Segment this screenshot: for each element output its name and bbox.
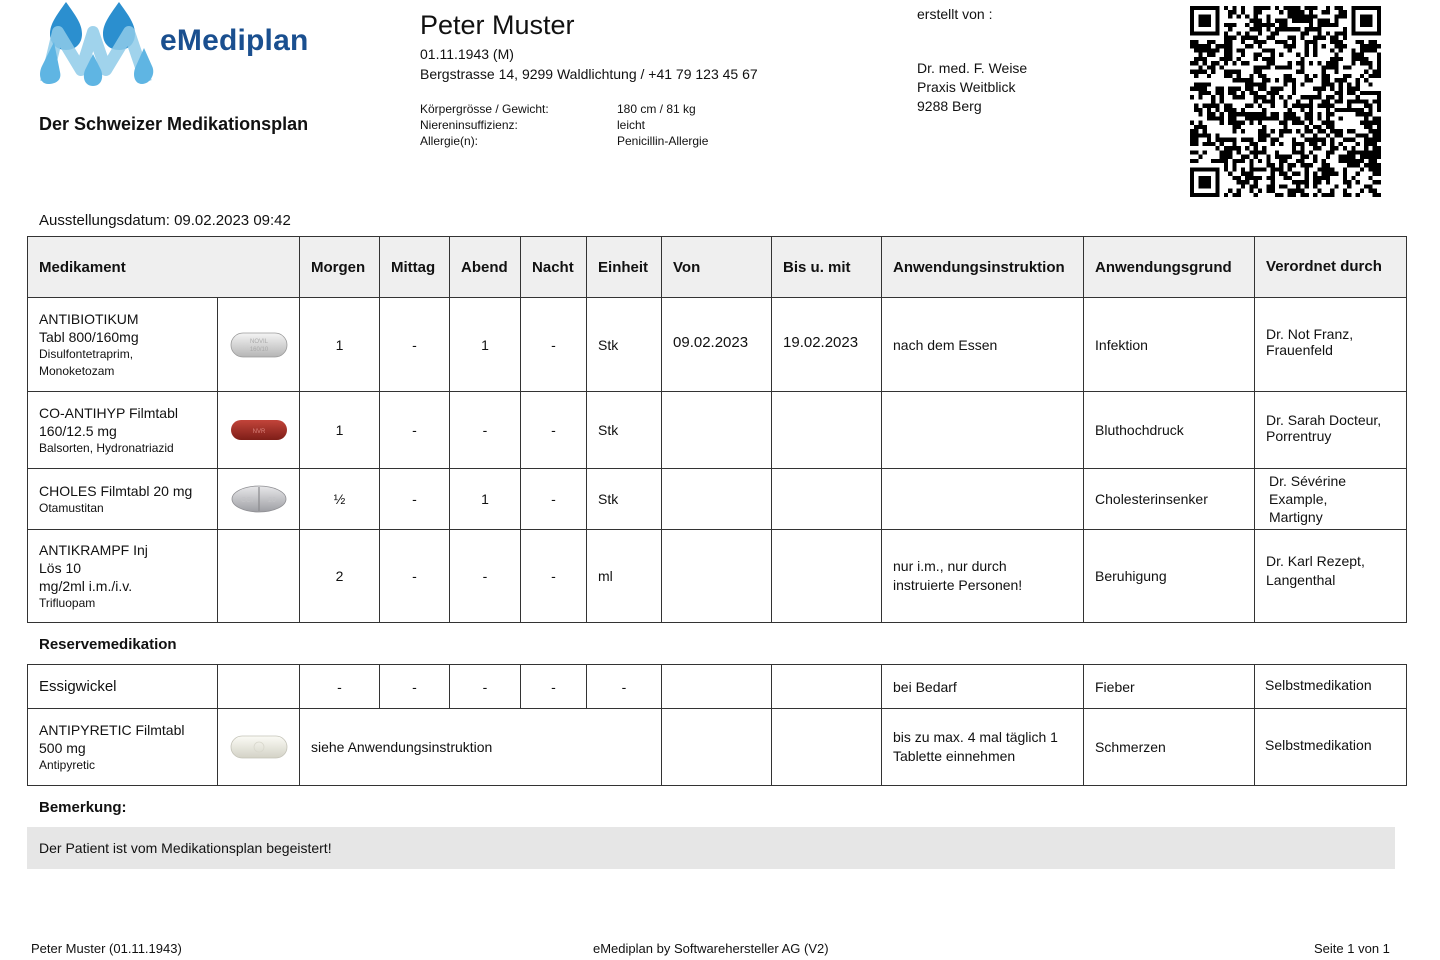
table-row [28,530,1407,623]
pill-image-cell [218,298,300,392]
grey-scored-pill-icon [230,484,288,514]
dose-evening: - [450,530,521,623]
date-until [772,392,882,469]
medication-name: CHOLES Filmtabl 20 mg [39,482,193,499]
patient-info-label: Niereninsuffizienz: [420,118,518,132]
logo-text: eMediplan [160,24,309,57]
instruction-line: Tablette einnehmen [893,748,1016,764]
prescriber-line: Porrentruy [1266,428,1332,444]
instruction-line: nur i.m., nur durch [893,558,1007,574]
red-oval-pill-icon [230,418,288,442]
dose-night: - [521,298,587,392]
date-from [662,665,772,709]
remark-label: Bemerkung: [39,799,127,816]
medication-cell [28,469,218,530]
table-header-row [28,237,1407,298]
pill-image-cell [218,709,300,786]
medication-name: Lös 10 [39,559,82,576]
svg-text:160/10: 160/10 [249,346,268,353]
reserve-section-title: Reservemedikation [39,636,177,653]
date-from [662,709,772,786]
prescriber-line: Frauenfeld [1266,342,1333,358]
patient-info-value: leicht [617,118,646,132]
dose-evening: 1 [450,298,521,392]
table-row [28,392,1407,469]
reason-cell: Bluthochdruck [1084,392,1255,469]
dose-noon: - [380,530,450,623]
date-until [772,665,882,709]
dose-evening: - [450,392,521,469]
patient-address: Bergstrasse 14, 9299 Waldlichtung / +41 79 123 45 67 [420,66,758,82]
issue-date-value: 09.02.2023 09:42 [169,212,291,229]
svg-text:NVR: NVR [252,429,265,435]
column-header: Morgen [300,237,380,298]
reason-cell: Fieber [1084,665,1255,709]
footer-patient: Peter Muster (01.11.1943) [31,941,182,956]
medication-substance: Trifluopam [39,595,96,610]
footer-software: eMediplan by Softwarehersteller AG (V2) [593,941,829,956]
dose-night: - [521,665,587,709]
white-oval-pill-icon [230,331,288,359]
plan-title: Der Schweizer Medikationsplan [39,114,309,134]
column-header: Nacht [521,237,587,298]
reason-cell: Infektion [1084,298,1255,392]
column-header: Einheit [587,237,662,298]
instruction-line: instruierte Personen! [893,577,1023,593]
medication-name: CO-ANTIHYP Filmtabl [39,404,178,421]
prescriber-cell: Selbstmedikation [1255,665,1407,709]
dose-evening: - [450,665,521,709]
patient-info-value: 180 cm / 81 kg [617,102,696,116]
column-header: Mittag [380,237,450,298]
instruction-cell [882,392,1084,469]
prescriber-line: Dr. Sarah Docteur, [1266,412,1382,428]
instruction-cell [882,469,1084,530]
pill-image-cell [218,530,300,623]
table-row [28,709,1407,786]
date-until [772,469,882,530]
footer-page-number: Seite 1 von 1 [1314,941,1390,956]
pill-image-cell [218,392,300,469]
column-header: Von [662,237,772,298]
dose-evening: 1 [450,469,521,530]
date-until: 19.02.2023 [772,298,882,392]
unit-cell: Stk [587,469,662,530]
prescriber-line: Example, [1269,491,1328,507]
date-from [662,469,772,530]
prescriber-cell [1255,392,1407,469]
date-from [662,392,772,469]
medication-cell [28,709,218,786]
prescriber-cell [1255,530,1407,623]
patient-info-value: Penicillin-Allergie [617,134,709,148]
dose-morning: 2 [300,530,380,623]
patient-info-label: Körpergrösse / Gewicht: [420,102,549,116]
prescriber-line: Dr. Sévérine [1269,473,1347,489]
reason-cell: Cholesterinsenker [1084,469,1255,530]
reserve-medication-table [27,664,1407,786]
medication-name: ANTIBIOTIKUM [39,310,139,327]
instruction-cell: bei Bedarf [882,665,1084,709]
unit-cell: Stk [587,298,662,392]
date-from: 09.02.2023 [662,298,772,392]
pill-image-cell [218,665,300,709]
prescriber-cell: Selbstmedikation [1255,709,1407,786]
prescriber-cell [1255,469,1407,530]
medication-name: 160/12.5 mg [39,422,117,439]
medication-substance: Otamustitan [39,500,104,515]
table-row [28,665,1407,709]
reason-cell: Schmerzen [1084,709,1255,786]
dose-night: - [521,392,587,469]
issue-date [39,212,291,229]
dose-morning: 1 [300,392,380,469]
patient-dob: 01.11.1943 (M) [420,46,514,62]
medication-name: Tabl 800/160mg [39,328,139,345]
author-line: 9288 Berg [917,98,982,114]
instruction-line: bis zu max. 4 mal täglich 1 [893,729,1058,745]
dose-noon: - [380,469,450,530]
svg-text:NOVIL: NOVIL [249,338,268,345]
medication-name: ANTIPYRETIC Filmtabl [39,721,185,738]
date-until [772,709,882,786]
emediplan-logo [36,2,336,86]
issue-date-label: Ausstellungsdatum: [39,212,170,229]
medication-substance: Balsorten, Hydronatriazid [39,440,174,455]
unit-cell: - [587,665,662,709]
unit-cell: ml [587,530,662,623]
unit-cell: Stk [587,392,662,469]
medication-table [27,236,1407,623]
svg-text:CCI: CCI [240,497,253,504]
dose-morning: 1 [300,298,380,392]
date-from [662,530,772,623]
dose-morning: ½ [300,469,380,530]
column-header: Anwendungsinstruktion [882,237,1084,298]
prescriber-line: Langenthal [1266,572,1336,588]
prescriber-line: Dr. Karl Rezept, [1266,553,1365,569]
prescriber-line: Dr. Not Franz, [1266,326,1354,342]
author-line: Praxis Weitblick [917,79,1016,95]
instruction-cell [882,709,1084,786]
pill-image-cell [218,469,300,530]
patient-name: Peter Muster [420,10,575,40]
prescriber-line: Martigny [1269,509,1323,525]
medication-substance: Antipyretic [39,757,96,772]
qr-code-icon [1190,6,1381,197]
dose-noon: - [380,392,450,469]
medication-substance: Monoketozam [39,363,115,378]
emediplan-logo-icon [36,2,160,86]
author-line: Dr. med. F. Weise [917,60,1028,76]
dose-morning: - [300,665,380,709]
column-header: Abend [450,237,521,298]
medication-name: mg/2ml i.m./i.v. [39,577,133,594]
medication-name: 500 mg [39,739,86,756]
column-header: Medikament [28,237,300,298]
medication-cell [28,392,218,469]
dose-noon: - [380,665,450,709]
column-header: Bis u. mit [772,237,882,298]
cream-round-pill-icon [230,734,288,760]
table-row [28,469,1407,530]
instruction-cell [882,530,1084,623]
svg-text:20: 20 [267,497,276,504]
dose-night: - [521,530,587,623]
dosage-note: siehe Anwendungsinstruktion [300,709,662,786]
remark-text: Der Patient ist vom Medikationsplan begeistert! [39,840,332,856]
remark-box [27,827,1395,869]
instruction-cell: nach dem Essen [882,298,1084,392]
column-header: Verordnet durch [1255,237,1407,298]
medication-name: ANTIKRAMPF Inj [39,541,148,558]
dose-noon: - [380,298,450,392]
medication-substance: Disulfontetraprim, [39,346,134,361]
dose-night: - [521,469,587,530]
reason-cell: Beruhigung [1084,530,1255,623]
medication-name: Essigwickel [28,665,218,709]
patient-info-label: Allergie(n): [420,134,479,148]
medication-cell [28,530,218,623]
column-header: Anwendungsgrund [1084,237,1255,298]
table-row [28,298,1407,392]
date-until [772,530,882,623]
prescriber-cell [1255,298,1407,392]
medication-cell [28,298,218,392]
author-label: erstellt von : [917,6,993,22]
